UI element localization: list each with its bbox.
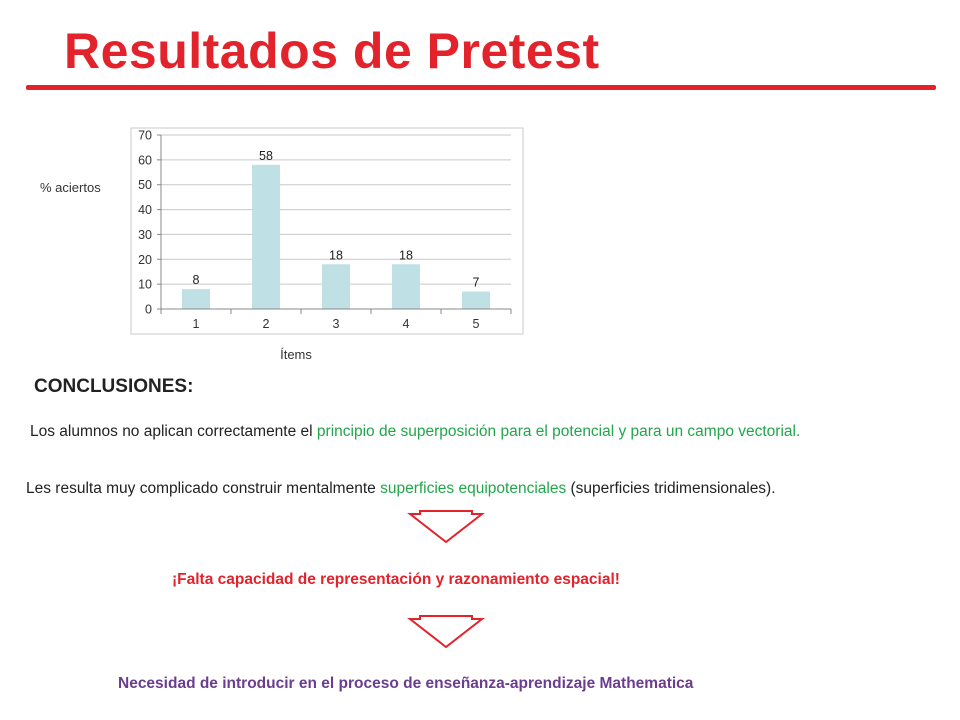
y-tick-label: 70 [138,128,152,143]
bar-item-3 [322,264,350,309]
y-axis-title: % aciertos [40,180,101,195]
conclusion-statement: ¡Falta capacidad de representación y razonamiento espacial! [172,571,620,588]
y-tick-label: 50 [138,178,152,193]
data-label: 18 [329,248,343,263]
bar-item-4 [392,264,420,309]
data-label: 8 [192,273,200,288]
y-tick-label: 30 [138,227,152,242]
y-tick-label: 0 [145,302,152,317]
x-tick-label: 3 [332,317,340,331]
x-tick-label: 2 [262,317,270,331]
proposal-statement: Necesidad de introducir en el proceso de enseñanza-aprendizaje Mathematica [118,675,694,692]
x-tick-label: 1 [192,317,200,331]
conclusion-2-text-end: (superficies tridimensionales). [566,480,776,497]
data-label: 7 [472,275,480,290]
slide-title: Resultados de Pretest [64,23,600,79]
y-tick-label: 10 [138,277,152,292]
down-arrow-outline-icon [406,615,486,649]
data-label: 18 [399,248,413,263]
conclusion-1-highlight: principio de superposición para el potencial y para un campo vectorial. [316,423,801,440]
x-tick-label: 4 [402,317,410,331]
conclusion-2-text-start: Les resulta muy complicado construir mentalmente [26,480,381,497]
x-tick-label: 5 [472,317,480,331]
bar-item-2 [252,165,280,309]
conclusion-paragraph-1 [30,421,910,443]
y-tick-label: 40 [138,203,152,218]
conclusion-2-highlight: superficies equipotenciales [380,480,567,497]
down-arrow-outline-icon [406,510,486,544]
bar-item-5 [462,292,490,309]
bar-item-1 [182,289,210,309]
conclusion-1-text: Los alumnos no aplican correctamente el [30,423,317,440]
y-tick-label: 60 [138,153,152,168]
conclusions-heading: CONCLUSIONES: [34,376,194,397]
data-label: 58 [259,148,273,163]
x-axis-title: Ítems [280,347,312,362]
conclusion-paragraph-2 [26,478,906,500]
y-tick-label: 20 [138,252,152,267]
